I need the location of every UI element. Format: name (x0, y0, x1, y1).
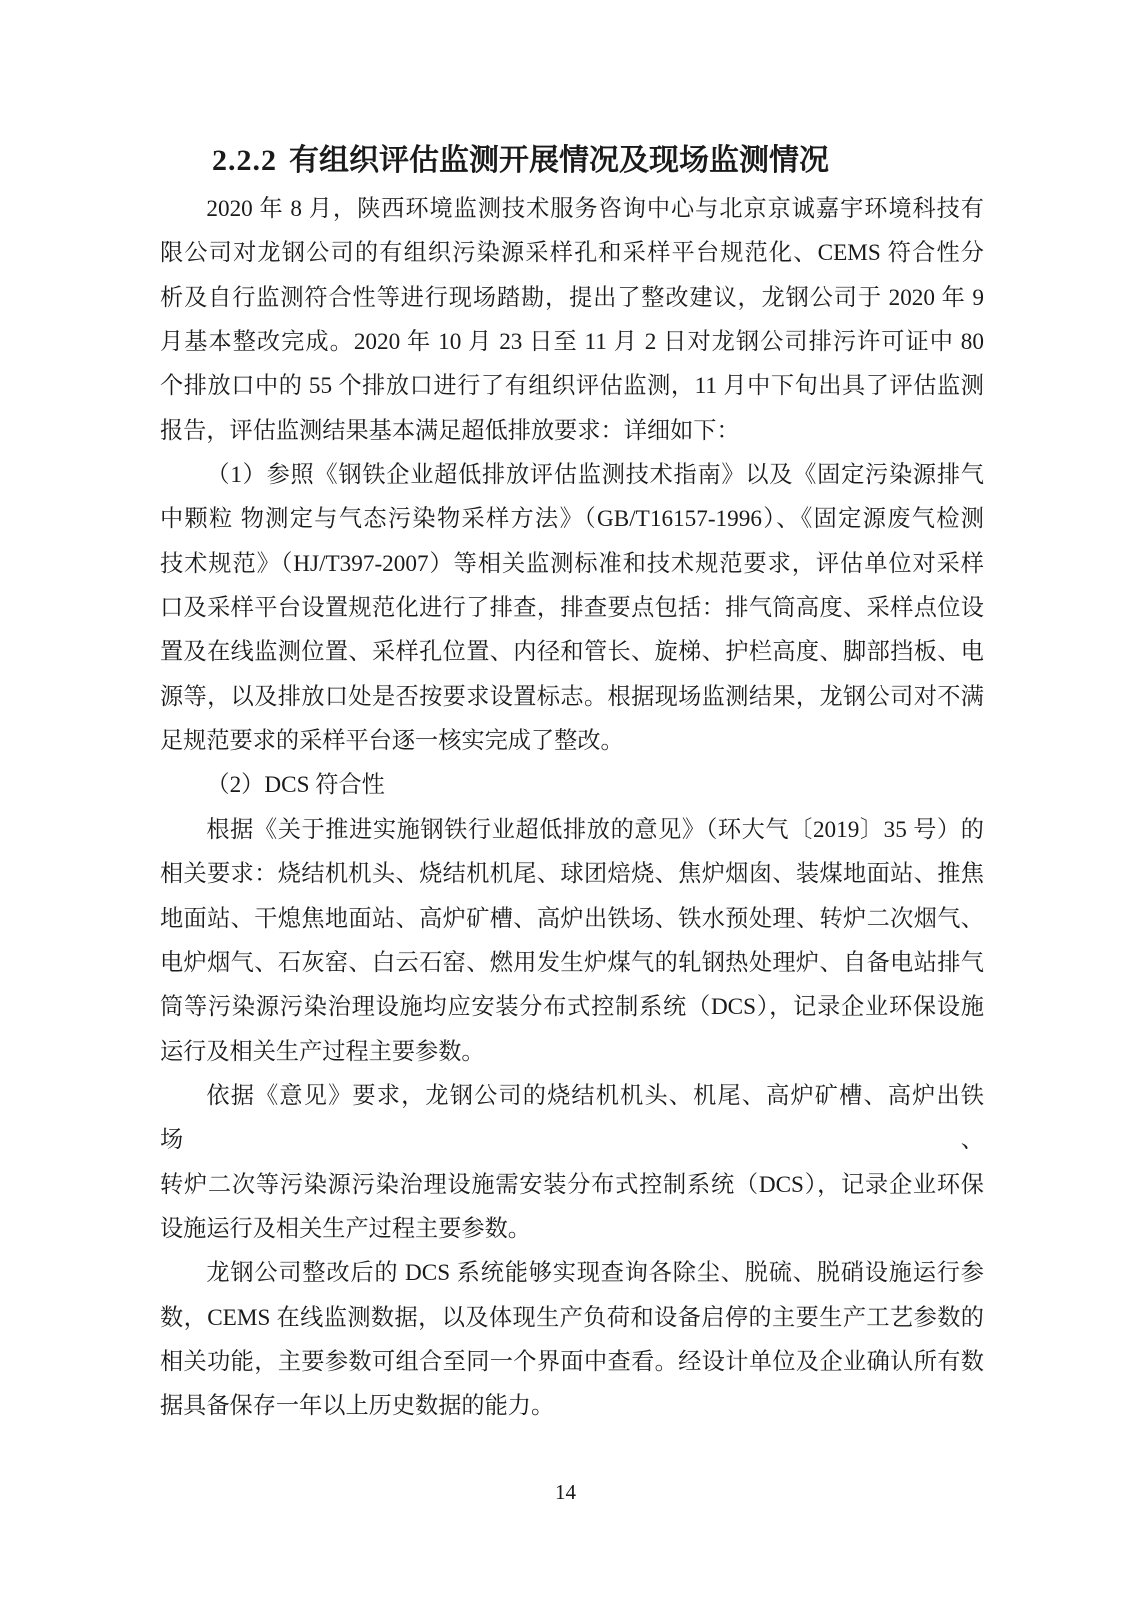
text-line: 地面站、干熄焦地面站、高炉矿槽、高炉出铁场、铁水预处理、转炉二次烟气、 (160, 905, 984, 932)
text-line: 析及自行监测符合性等进行现场踏勘，提出了整改建议，龙钢公司于 2020 年 9 (160, 284, 984, 311)
text-line: 转炉二次等污染源污染治理设施需安装分布式控制系统（DCS），记录企业环保 (160, 1171, 984, 1198)
section-heading-number: 2.2.2 (212, 144, 277, 177)
document-body (160, 187, 984, 1429)
section-heading (160, 139, 984, 183)
text-line: 龙钢公司整改后的 DCS 系统能够实现查询各除尘、脱硫、脱硝设施运行参 (206, 1260, 984, 1287)
text-line: 设施运行及相关生产过程主要参数。 (160, 1215, 531, 1242)
text-line: 置及在线监测位置、采样孔位置、内径和管长、旋梯、护栏高度、脚部挡板、电 (160, 639, 984, 666)
text-line: 筒等污染源污染治理设施均应安装分布式控制系统（DCS），记录企业环保设施 (160, 994, 984, 1021)
text-line: 2020 年 8 月，陕西环境监测技术服务咨询中心与北京京诚嘉宇环境科技有 (206, 196, 984, 222)
text-line: 依据《意见》要求，龙钢公司的烧结机机头、机尾、高炉矿槽、高炉出铁场、 (160, 1082, 984, 1154)
text-line: 报告，评估监测结果基本满足超低排放要求：详细如下： (160, 417, 740, 444)
text-line: 电炉烟气、石灰窑、白云石窑、燃用发生炉煤气的轧钢热处理炉、自备电站排气 (160, 949, 984, 976)
text-line: 足规范要求的采样平台逐一核实完成了整改。 (160, 728, 624, 755)
text-line: 限公司对龙钢公司的有组织污染源采样孔和采样平台规范化、CEMS 符合性分 (160, 240, 984, 267)
text-line: 个排放口中的 55 个排放口进行了有组织评估监测，11 月中下旬出具了评估监测 (160, 373, 984, 400)
text-line: 相关功能，主要参数可组合至同一个界面中查看。经设计单位及企业确认所有数 (160, 1348, 984, 1375)
page-number: 14 (555, 1480, 576, 1504)
text-line: 根据《关于推进实施钢铁行业超低排放的意见》（环大气〔2019〕35 号）的 (206, 816, 984, 843)
section-heading-text: 有组织评估监测开展情况及现场监测情况 (289, 144, 829, 177)
text-line: 源等，以及排放口处是否按要求设置标志。根据现场监测结果，龙钢公司对不满 (160, 683, 984, 710)
text-line: 技术规范》（HJ/T397-2007）等相关监测标准和技术规范要求，评估单位对采样 (160, 550, 984, 577)
text-line: 据具备保存一年以上历史数据的能力。 (160, 1393, 555, 1420)
text-line: 中颗粒 物测定与气态污染物采样方法》（GB/T16157-1996）、《固定源废气检测 (160, 506, 984, 533)
text-line: 数，CEMS 在线监测数据，以及体现生产负荷和设备启停的主要生产工艺参数的 (160, 1304, 984, 1331)
text-line: （1）参照《钢铁企业超低排放评估监测技术指南》以及《固定污染源排气 (206, 462, 984, 489)
text-line: 运行及相关生产过程主要参数。 (160, 1038, 485, 1065)
text-line: 口及采样平台设置规范化进行了排查，排查要点包括：排气筒高度、采样点位设 (160, 595, 984, 622)
text-line: 相关要求：烧结机机头、烧结机机尾、球团焙烧、焦炉烟囱、装煤地面站、推焦 (160, 861, 984, 888)
text-line: （2）DCS 符合性 (206, 772, 385, 799)
text-line: 月基本整改完成。2020 年 10 月 23 日至 11 月 2 日对龙钢公司排污许可证中 80 (160, 329, 984, 356)
